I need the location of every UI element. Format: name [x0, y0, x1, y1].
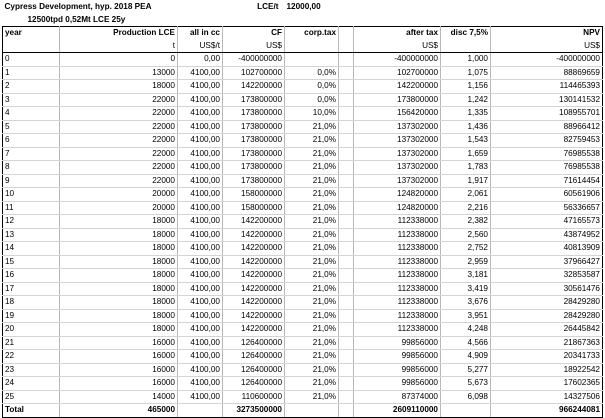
disc-cell: 2,216 — [441, 201, 491, 215]
disc-cell: 1,783 — [441, 161, 491, 175]
spacer-cell — [339, 161, 354, 175]
year-cell: 21 — [3, 336, 60, 350]
disc-cell: 1,000 — [441, 53, 491, 67]
disc-cell: 1,659 — [441, 147, 491, 161]
production-lce-cell: Production LCE — [60, 27, 178, 40]
all-in-cc-cell: 4100,00 — [178, 161, 223, 175]
all-in-cc-cell: 4100,00 — [178, 188, 223, 202]
disc-cell — [441, 404, 491, 418]
production-lce-cell: 20000 — [60, 188, 178, 202]
year-cell: 11 — [3, 201, 60, 215]
spacer-cell — [339, 350, 354, 364]
all-in-cc-cell: 4100,00 — [178, 255, 223, 269]
production-lce-cell: 465000 — [60, 404, 178, 418]
disc-cell: 1,335 — [441, 107, 491, 121]
cf-cell: US$ — [223, 40, 285, 53]
cf-cell: 126400000 — [223, 363, 285, 377]
all-in-cc-cell: all in cc — [178, 27, 223, 40]
year-cell — [3, 40, 60, 53]
after-tax-cell: 137302000 — [354, 120, 441, 134]
spacer-cell — [339, 66, 354, 80]
all-in-cc-cell: 4100,00 — [178, 215, 223, 229]
npv-table — [2, 1, 603, 418]
production-lce-cell: 16000 — [60, 377, 178, 391]
table-row — [3, 377, 603, 391]
all-in-cc-cell: 4100,00 — [178, 350, 223, 364]
production-lce-cell: 22000 — [60, 161, 178, 175]
all-in-cc-cell: 0,00 — [178, 53, 223, 67]
cf-cell: 126400000 — [223, 336, 285, 350]
table-row — [3, 134, 603, 148]
all-in-cc-cell: 4100,00 — [178, 134, 223, 148]
disc-cell: 6,098 — [441, 390, 491, 404]
cf-cell: 110600000 — [223, 390, 285, 404]
table-row — [3, 53, 603, 67]
spacer-cell — [339, 282, 354, 296]
npv-cell: 32853587 — [491, 269, 603, 283]
all-in-cc-cell: 4100,00 — [178, 66, 223, 80]
after-tax-cell: 99856000 — [354, 363, 441, 377]
production-lce-cell: 22000 — [60, 120, 178, 134]
spacer-cell — [339, 107, 354, 121]
spacer-cell — [339, 188, 354, 202]
year-cell: 23 — [3, 363, 60, 377]
table-row — [3, 188, 603, 202]
after-tax-cell: US$ — [354, 40, 441, 53]
npv-cell: 88869659 — [491, 66, 603, 80]
disc-cell: 1,917 — [441, 174, 491, 188]
lce-price-label: LCE/t — [257, 2, 279, 12]
cf-cell: 142200000 — [223, 296, 285, 310]
year-cell: 2 — [3, 80, 60, 94]
table-row — [3, 255, 603, 269]
corp-tax-cell: 21,0% — [285, 336, 339, 350]
after-tax-cell: 112338000 — [354, 242, 441, 256]
production-lce-cell: 18000 — [60, 255, 178, 269]
after-tax-cell: 112338000 — [354, 309, 441, 323]
table-row — [3, 107, 603, 121]
all-in-cc-cell: 4100,00 — [178, 174, 223, 188]
corp-tax-cell: 21,0% — [285, 242, 339, 256]
all-in-cc-cell — [178, 404, 223, 418]
year-cell: 5 — [3, 120, 60, 134]
disc-cell: 3,951 — [441, 309, 491, 323]
corp-tax-cell: 0,0% — [285, 80, 339, 94]
production-lce-cell: 13000 — [60, 66, 178, 80]
npv-cell: 88966412 — [491, 120, 603, 134]
year-cell: 4 — [3, 107, 60, 121]
header-row — [3, 27, 603, 40]
production-lce-cell: 18000 — [60, 228, 178, 242]
year-cell: year — [3, 27, 60, 40]
subtitle-row — [3, 14, 603, 27]
npv-cell: 47165573 — [491, 215, 603, 229]
all-in-cc-cell: 4100,00 — [178, 296, 223, 310]
after-tax-cell: 124820000 — [354, 188, 441, 202]
cf-cell: 142200000 — [223, 323, 285, 337]
spacer-cell — [339, 390, 354, 404]
spacer-cell — [339, 255, 354, 269]
npv-cell: 26445842 — [491, 323, 603, 337]
corp-tax-cell: 21,0% — [285, 269, 339, 283]
disc-cell: 4,566 — [441, 336, 491, 350]
spacer-cell — [339, 242, 354, 256]
year-cell: 12 — [3, 215, 60, 229]
all-in-cc-cell: 4100,00 — [178, 363, 223, 377]
cf-cell: 142200000 — [223, 309, 285, 323]
npv-cell: 21867363 — [491, 336, 603, 350]
corp-tax-cell: 21,0% — [285, 255, 339, 269]
production-lce-cell: 18000 — [60, 282, 178, 296]
all-in-cc-cell: 4100,00 — [178, 390, 223, 404]
cf-cell: 173800000 — [223, 174, 285, 188]
cf-cell: 142200000 — [223, 80, 285, 94]
npv-cell: 28429280 — [491, 309, 603, 323]
production-lce-cell: 22000 — [60, 174, 178, 188]
npv-cell: 20341733 — [491, 350, 603, 364]
table-row — [3, 120, 603, 134]
cf-cell: 102700000 — [223, 66, 285, 80]
disc-cell: 4,909 — [441, 350, 491, 364]
corp-tax-cell: 21,0% — [285, 323, 339, 337]
disc-cell: 1,075 — [441, 66, 491, 80]
cf-cell: 142200000 — [223, 269, 285, 283]
table-row — [3, 161, 603, 175]
all-in-cc-cell: 4100,00 — [178, 93, 223, 107]
production-lce-cell: t — [60, 40, 178, 53]
title-row — [3, 1, 603, 14]
cf-cell: 173800000 — [223, 107, 285, 121]
after-tax-cell: 137302000 — [354, 134, 441, 148]
spacer-cell — [339, 323, 354, 337]
corp-tax-cell: 21,0% — [285, 120, 339, 134]
corp-tax-cell: 21,0% — [285, 201, 339, 215]
spacer-cell — [339, 147, 354, 161]
corp-tax-cell — [285, 40, 339, 53]
after-tax-cell: 99856000 — [354, 336, 441, 350]
table-row — [3, 323, 603, 337]
production-lce-cell: 22000 — [60, 147, 178, 161]
disc-cell: 3,676 — [441, 296, 491, 310]
corp-tax-cell: corp.tax — [285, 27, 339, 40]
year-cell: 7 — [3, 147, 60, 161]
cf-cell: 158000000 — [223, 188, 285, 202]
corp-tax-cell: 10,0% — [285, 107, 339, 121]
cf-cell: 173800000 — [223, 93, 285, 107]
table-row — [3, 215, 603, 229]
table-row — [3, 80, 603, 94]
all-in-cc-cell: 4100,00 — [178, 269, 223, 283]
after-tax-cell: -400000000 — [354, 53, 441, 67]
spacer-cell — [339, 53, 354, 67]
table-row — [3, 242, 603, 256]
subtitle: 12500tpd 0,52Mt LCE 25y — [27, 14, 126, 24]
cf-cell: 173800000 — [223, 161, 285, 175]
spreadsheet — [2, 1, 602, 418]
production-lce-cell: 16000 — [60, 336, 178, 350]
year-cell: 20 — [3, 323, 60, 337]
production-lce-cell: 18000 — [60, 215, 178, 229]
spacer-cell — [339, 228, 354, 242]
table-row — [3, 309, 603, 323]
cf-cell: 142200000 — [223, 255, 285, 269]
production-lce-cell: 18000 — [60, 296, 178, 310]
corp-tax-cell — [285, 404, 339, 418]
after-tax-cell: 112338000 — [354, 282, 441, 296]
corp-tax-cell: 21,0% — [285, 147, 339, 161]
spacer-cell — [339, 80, 354, 94]
after-tax-cell: 2609110000 — [354, 404, 441, 418]
corp-tax-cell: 21,0% — [285, 215, 339, 229]
production-lce-cell: 22000 — [60, 107, 178, 121]
all-in-cc-cell: 4100,00 — [178, 120, 223, 134]
cf-cell: 126400000 — [223, 377, 285, 391]
lce-price-value: 12000,00 — [286, 2, 321, 12]
table-row — [3, 93, 603, 107]
corp-tax-cell: 21,0% — [285, 296, 339, 310]
npv-cell: 43874952 — [491, 228, 603, 242]
all-in-cc-cell: 4100,00 — [178, 377, 223, 391]
spacer-cell — [339, 363, 354, 377]
npv-cell: -400000000 — [491, 53, 603, 67]
corp-tax-cell: 21,0% — [285, 350, 339, 364]
cf-cell: 142200000 — [223, 282, 285, 296]
corp-tax-cell: 21,0% — [285, 282, 339, 296]
spacer-cell — [339, 377, 354, 391]
corp-tax-cell: 21,0% — [285, 161, 339, 175]
disc-cell: 2,560 — [441, 228, 491, 242]
spacer-cell — [339, 134, 354, 148]
table-row — [3, 390, 603, 404]
after-tax-cell: 137302000 — [354, 147, 441, 161]
production-lce-cell: 18000 — [60, 242, 178, 256]
spacer-cell — [339, 93, 354, 107]
cf-cell: CF — [223, 27, 285, 40]
production-lce-cell: 18000 — [60, 323, 178, 337]
disc-cell: 1,156 — [441, 80, 491, 94]
npv-cell: 76985538 — [491, 147, 603, 161]
npv-cell: NPV — [491, 27, 603, 40]
year-cell: 14 — [3, 242, 60, 256]
corp-tax-cell: 21,0% — [285, 188, 339, 202]
spacer-cell — [339, 120, 354, 134]
npv-cell: 60561906 — [491, 188, 603, 202]
corp-tax-cell: 21,0% — [285, 363, 339, 377]
npv-cell: 37966427 — [491, 255, 603, 269]
all-in-cc-cell: 4100,00 — [178, 336, 223, 350]
year-cell: 0 — [3, 53, 60, 67]
disc-cell: 1,436 — [441, 120, 491, 134]
table-row — [3, 228, 603, 242]
table-row — [3, 350, 603, 364]
all-in-cc-cell: 4100,00 — [178, 80, 223, 94]
spacer-cell — [339, 336, 354, 350]
cf-cell: 173800000 — [223, 147, 285, 161]
cf-cell: 158000000 — [223, 201, 285, 215]
after-tax-cell: after tax — [354, 27, 441, 40]
year-cell: 8 — [3, 161, 60, 175]
production-lce-cell: 16000 — [60, 363, 178, 377]
all-in-cc-cell: 4100,00 — [178, 201, 223, 215]
year-cell: 9 — [3, 174, 60, 188]
production-lce-cell: 18000 — [60, 309, 178, 323]
corp-tax-cell: 21,0% — [285, 134, 339, 148]
npv-cell: 30561476 — [491, 282, 603, 296]
year-cell: 24 — [3, 377, 60, 391]
table-row — [3, 282, 603, 296]
corp-tax-cell — [285, 53, 339, 67]
table-row — [3, 363, 603, 377]
all-in-cc-cell: 4100,00 — [178, 228, 223, 242]
disc-cell: 1,242 — [441, 93, 491, 107]
year-cell: 18 — [3, 296, 60, 310]
npv-cell: 82759453 — [491, 134, 603, 148]
table-row — [3, 147, 603, 161]
cf-cell: 173800000 — [223, 120, 285, 134]
disc-cell: 3,419 — [441, 282, 491, 296]
corp-tax-cell: 21,0% — [285, 377, 339, 391]
npv-cell: 108955701 — [491, 107, 603, 121]
all-in-cc-cell: 4100,00 — [178, 309, 223, 323]
cf-cell: 126400000 — [223, 350, 285, 364]
npv-cell: 76985538 — [491, 161, 603, 175]
all-in-cc-cell: 4100,00 — [178, 282, 223, 296]
units-row — [3, 40, 603, 53]
corp-tax-cell: 0,0% — [285, 93, 339, 107]
cf-cell: 142200000 — [223, 228, 285, 242]
after-tax-cell: 102700000 — [354, 66, 441, 80]
spacer-cell — [339, 40, 354, 53]
after-tax-cell: 173800000 — [354, 93, 441, 107]
all-in-cc-cell: US$/t — [178, 40, 223, 53]
after-tax-cell: 112338000 — [354, 215, 441, 229]
spacer-cell — [339, 201, 354, 215]
npv-cell: 28429280 — [491, 296, 603, 310]
after-tax-cell: 156420000 — [354, 107, 441, 121]
after-tax-cell: 112338000 — [354, 323, 441, 337]
corp-tax-cell: 21,0% — [285, 309, 339, 323]
spacer-cell — [339, 215, 354, 229]
npv-cell: 14327506 — [491, 390, 603, 404]
after-tax-cell: 137302000 — [354, 161, 441, 175]
year-cell: 13 — [3, 228, 60, 242]
all-in-cc-cell: 4100,00 — [178, 323, 223, 337]
year-cell: 22 — [3, 350, 60, 364]
disc-cell: 2,061 — [441, 188, 491, 202]
corp-tax-cell: 21,0% — [285, 174, 339, 188]
table-row — [3, 66, 603, 80]
total-row — [3, 404, 603, 418]
production-lce-cell: 18000 — [60, 80, 178, 94]
all-in-cc-cell: 4100,00 — [178, 147, 223, 161]
year-cell: 16 — [3, 269, 60, 283]
table-row — [3, 174, 603, 188]
corp-tax-cell: 21,0% — [285, 390, 339, 404]
after-tax-cell: 124820000 — [354, 201, 441, 215]
spacer-cell — [339, 296, 354, 310]
cf-cell: 173800000 — [223, 134, 285, 148]
npv-cell: 18922542 — [491, 363, 603, 377]
disc-cell: 5,673 — [441, 377, 491, 391]
spacer-cell — [339, 404, 354, 418]
cf-cell: 142200000 — [223, 215, 285, 229]
production-lce-cell: 14000 — [60, 390, 178, 404]
production-lce-cell: 16000 — [60, 350, 178, 364]
npv-cell: US$ — [491, 40, 603, 53]
cf-cell: 142200000 — [223, 242, 285, 256]
disc-cell: 1,543 — [441, 134, 491, 148]
company-title: Cypress Development, hyp. 2018 PEA — [4, 2, 152, 12]
table-row — [3, 269, 603, 283]
disc-cell: disc 7,5% — [441, 27, 491, 40]
spacer-cell — [339, 309, 354, 323]
after-tax-cell: 99856000 — [354, 350, 441, 364]
after-tax-cell: 87374000 — [354, 390, 441, 404]
npv-cell: 130141532 — [491, 93, 603, 107]
year-cell: 17 — [3, 282, 60, 296]
year-cell: Total — [3, 404, 60, 418]
table-row — [3, 296, 603, 310]
year-cell: 10 — [3, 188, 60, 202]
production-lce-cell: 22000 — [60, 93, 178, 107]
year-cell: 3 — [3, 93, 60, 107]
spacer-cell — [339, 269, 354, 283]
npv-cell: 40813909 — [491, 242, 603, 256]
production-lce-cell: 0 — [60, 53, 178, 67]
npv-cell: 71614454 — [491, 174, 603, 188]
after-tax-cell: 142200000 — [354, 80, 441, 94]
disc-cell: 5,277 — [441, 363, 491, 377]
after-tax-cell: 99856000 — [354, 377, 441, 391]
disc-cell — [441, 40, 491, 53]
all-in-cc-cell: 4100,00 — [178, 242, 223, 256]
after-tax-cell: 112338000 — [354, 269, 441, 283]
production-lce-cell: 18000 — [60, 269, 178, 283]
npv-cell: 17602365 — [491, 377, 603, 391]
year-cell: 15 — [3, 255, 60, 269]
npv-cell: 966244081 — [491, 404, 603, 418]
corp-tax-cell: 21,0% — [285, 228, 339, 242]
table-row — [3, 201, 603, 215]
disc-cell: 2,382 — [441, 215, 491, 229]
table-row — [3, 336, 603, 350]
after-tax-cell: 112338000 — [354, 255, 441, 269]
npv-cell: 56336657 — [491, 201, 603, 215]
production-lce-cell: 22000 — [60, 134, 178, 148]
year-cell: 6 — [3, 134, 60, 148]
after-tax-cell: 137302000 — [354, 174, 441, 188]
year-cell: 19 — [3, 309, 60, 323]
disc-cell: 2,959 — [441, 255, 491, 269]
spacer-cell — [339, 27, 354, 40]
all-in-cc-cell: 4100,00 — [178, 107, 223, 121]
disc-cell: 2,752 — [441, 242, 491, 256]
corp-tax-cell: 0,0% — [285, 66, 339, 80]
after-tax-cell: 112338000 — [354, 228, 441, 242]
year-cell: 25 — [3, 390, 60, 404]
npv-cell: 114465393 — [491, 80, 603, 94]
cf-cell: -400000000 — [223, 53, 285, 67]
disc-cell: 3,181 — [441, 269, 491, 283]
after-tax-cell: 112338000 — [354, 296, 441, 310]
disc-cell: 4,248 — [441, 323, 491, 337]
year-cell: 1 — [3, 66, 60, 80]
production-lce-cell: 20000 — [60, 201, 178, 215]
cf-cell: 3273500000 — [223, 404, 285, 418]
spacer-cell — [339, 174, 354, 188]
